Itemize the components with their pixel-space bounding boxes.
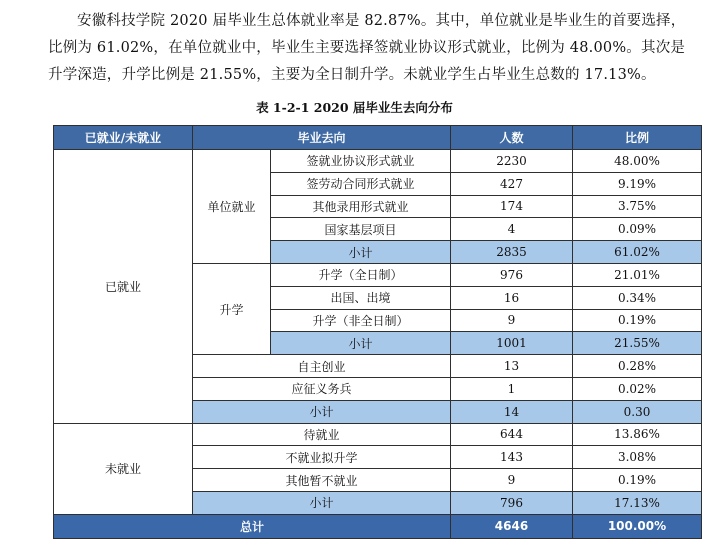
destination-table [53, 125, 702, 539]
row-label: 小计 [193, 400, 451, 423]
row-count: 2835 [451, 241, 573, 264]
row-count: 16 [451, 286, 573, 309]
header-destination: 毕业去向 [193, 126, 451, 150]
table-header-row [54, 126, 702, 150]
row-label: 其他录用形式就业 [271, 195, 451, 218]
row-count: 4 [451, 218, 573, 241]
row-ratio: 0.34% [573, 286, 702, 309]
row-label: 小计 [271, 241, 451, 264]
row-label: 国家基层项目 [271, 218, 451, 241]
row-ratio: 13.86% [573, 423, 702, 446]
intro-paragraph: 安徽科技学院 2020 届毕业生总体就业率是 82.87%。其中，单位就业是毕业生的首要选择，比例为 61.02%，在单位就业中，毕业生主要选择签就业协议形式就业，比例为 48.00%。其次是升学深造，升学比例是 21.55%，主要为全日制升学。未就业学生占毕业生总数的 17.13%。 [48, 13, 686, 83]
row-count: 644 [451, 423, 573, 446]
row-count: 14 [451, 400, 573, 423]
row-label: 升学（全日制） [271, 263, 451, 286]
row-ratio: 0.19% [573, 309, 702, 332]
row-label: 待就业 [193, 423, 451, 446]
row-count: 976 [451, 263, 573, 286]
row-ratio: 61.02% [573, 241, 702, 264]
group-employed: 已就业 [54, 150, 193, 424]
row-ratio: 3.08% [573, 446, 702, 469]
row-label: 应征义务兵 [193, 377, 451, 400]
total-ratio: 100.00% [573, 514, 702, 538]
row-count: 174 [451, 195, 573, 218]
row-count: 13 [451, 355, 573, 378]
row-label: 签就业协议形式就业 [271, 150, 451, 173]
row-count: 427 [451, 172, 573, 195]
header-count: 人数 [451, 126, 573, 150]
row-label: 小计 [193, 491, 451, 514]
row-ratio: 0.02% [573, 377, 702, 400]
row-label: 其他暂不就业 [193, 469, 451, 492]
row-count: 1 [451, 377, 573, 400]
row-ratio: 0.28% [573, 355, 702, 378]
table-row [54, 423, 702, 446]
row-ratio: 17.13% [573, 491, 702, 514]
row-ratio: 0.19% [573, 469, 702, 492]
table-caption: 表 1-2-1 2020 届毕业生去向分布 [256, 100, 453, 115]
row-ratio: 3.75% [573, 195, 702, 218]
row-ratio: 0.30 [573, 400, 702, 423]
row-ratio: 0.09% [573, 218, 702, 241]
group-further-study: 升学 [193, 263, 271, 354]
row-label: 签劳动合同形式就业 [271, 172, 451, 195]
row-count: 9 [451, 309, 573, 332]
row-label: 不就业拟升学 [193, 446, 451, 469]
row-ratio: 21.55% [573, 332, 702, 355]
group-unit-employment: 单位就业 [193, 150, 271, 264]
header-status: 已就业/未就业 [54, 126, 193, 150]
row-count: 9 [451, 469, 573, 492]
total-count: 4646 [451, 514, 573, 538]
row-ratio: 48.00% [573, 150, 702, 173]
row-label: 升学（非全日制） [271, 309, 451, 332]
total-label: 总计 [54, 514, 451, 538]
table-row [54, 150, 702, 173]
row-label: 出国、出境 [271, 286, 451, 309]
row-count: 796 [451, 491, 573, 514]
row-ratio: 21.01% [573, 263, 702, 286]
row-count: 2230 [451, 150, 573, 173]
total-row [54, 514, 702, 538]
header-ratio: 比例 [573, 126, 702, 150]
row-ratio: 9.19% [573, 172, 702, 195]
row-count: 143 [451, 446, 573, 469]
row-label: 小计 [271, 332, 451, 355]
row-count: 1001 [451, 332, 573, 355]
group-unemployed: 未就业 [54, 423, 193, 514]
row-label: 自主创业 [193, 355, 451, 378]
